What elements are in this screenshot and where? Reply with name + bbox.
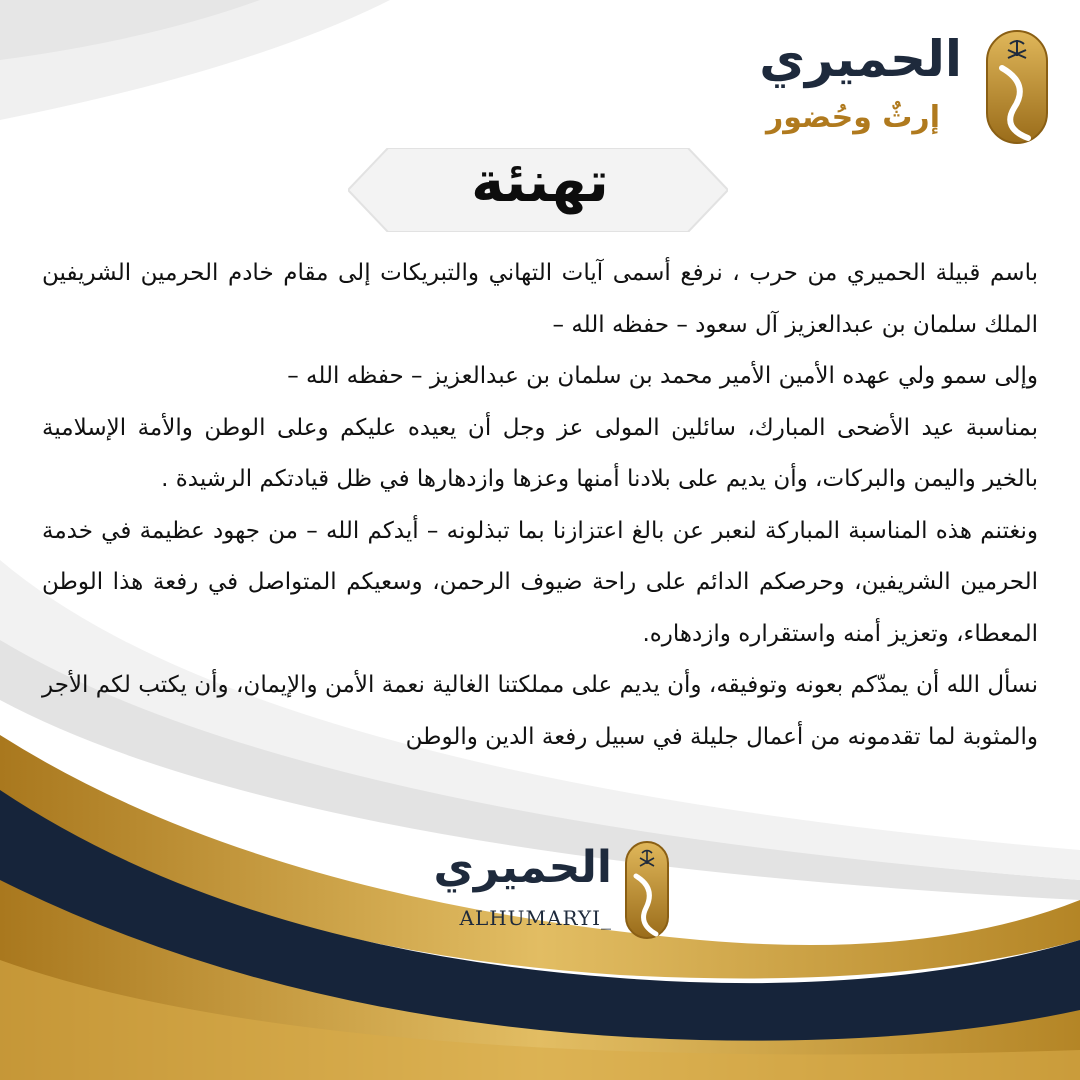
brand-logo-bottom bbox=[433, 838, 670, 950]
page-title: تهنئة bbox=[471, 150, 609, 215]
brand-logo-top bbox=[759, 28, 1050, 158]
paragraph-4: ونغتنم هذه المناسبة المباركة لنعبر عن بالغ اعتزازنا بما تبذلونه – أيدكم الله – من جهود عظيمة في خدمة الحرمين الشريفين، وحرصكم الدائم على راحة ضيوف الرحمن، وسعيكم المتواصل في رفعة هذا الوطن المعطاء، وتعزيز أمنه واستقراره وازدهاره. bbox=[42, 517, 1038, 647]
paragraph-1: باسم قبيلة الحميري من حرب ، نرفع أسمى آيات التهاني والتبريكات إلى مقام خادم الحرمين الشريفين الملك سلمان بن عبدالعزيز آل سعود – حفظه الله – bbox=[42, 260, 1038, 338]
message-body bbox=[42, 248, 1038, 763]
paragraph-5: نسأل الله أن يمدّكم بعونه وتوفيقه، وأن يديم على مملكتنا الغالية نعمة الأمن والإيمان، وأن يكتب لكم الأجر والمثوبة لما تقدمونه من أعمال جليلة في سبيل رفعة الدين والوطن bbox=[42, 672, 1038, 750]
paragraph-2: وإلى سمو ولي عهده الأمين الأمير محمد بن سلمان بن عبدالعزيز – حفظه الله – bbox=[287, 363, 1038, 389]
crossed-swords-palm-emblem-icon bbox=[624, 840, 670, 940]
brand-slogan: إرثٌ وحُضور bbox=[765, 100, 940, 135]
brand-name-bottom: الحميري bbox=[433, 842, 612, 893]
brand-name: الحميري bbox=[759, 30, 962, 88]
crossed-swords-palm-emblem-icon bbox=[984, 28, 1050, 146]
brand-handle: ALHUMARYI_ bbox=[459, 906, 612, 930]
paragraph-3: بمناسبة عيد الأضحى المبارك، سائلين المولى عز وجل أن يعيده عليكم وعلى الوطن والأمة الإسلامية بالخير واليمن والبركات، وأن يديم على بلادنا أمنها وعزها وازدهارها في ظل قيادتكم الرشيدة . bbox=[42, 414, 1038, 492]
